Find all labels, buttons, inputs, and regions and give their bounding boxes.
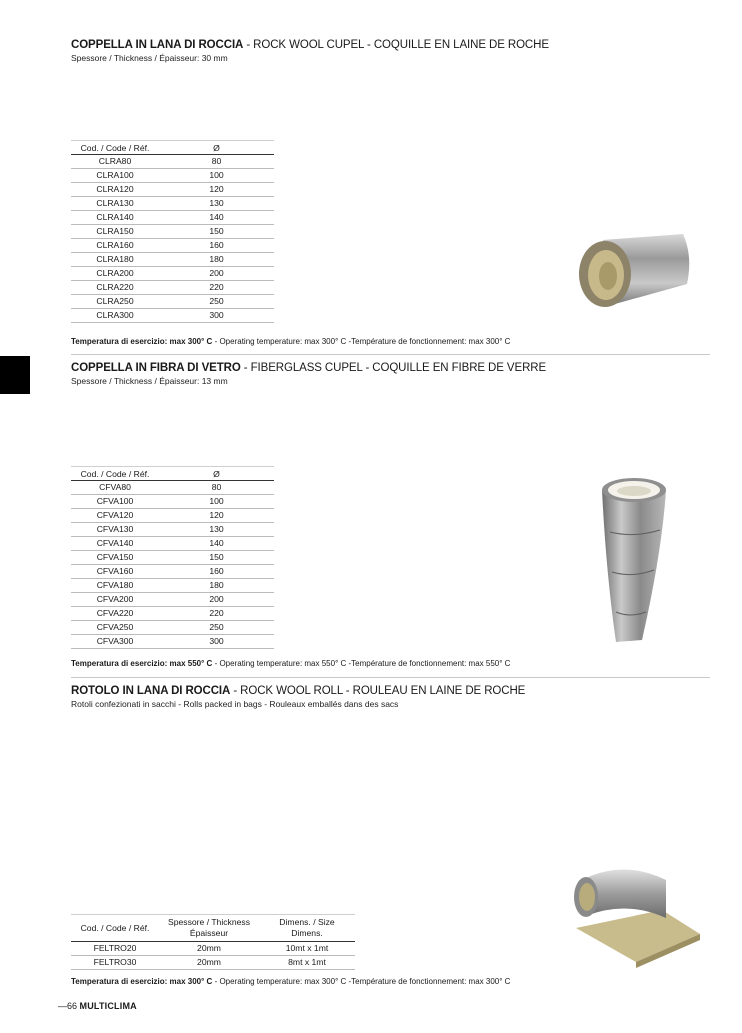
table-header: Cod. / Code / Réf. [71, 141, 159, 155]
table-row [71, 183, 274, 197]
table-cell: 180 [159, 579, 274, 593]
table-cell: CLRA140 [71, 211, 159, 225]
table-cell: CFVA80 [71, 481, 159, 495]
rock-wool-cupel-image [575, 226, 695, 310]
table-row [71, 579, 274, 593]
section1-temp-bold: Temperatura di esercizio: max 300° C [71, 337, 213, 346]
table-cell: CFVA200 [71, 593, 159, 607]
table-cell: CLRA300 [71, 309, 159, 323]
table-cell: 220 [159, 281, 274, 295]
table-row [71, 309, 274, 323]
table-header: Dimens. / Size Dimens. [259, 915, 355, 942]
table-cell: CFVA100 [71, 495, 159, 509]
section2-title-rest: - FIBERGLASS CUPEL - COQUILLE EN FIBRE DE VERRE [240, 362, 547, 374]
table-row [71, 537, 274, 551]
table-row [71, 523, 274, 537]
table-row [71, 239, 274, 253]
table-row [71, 481, 274, 495]
section2-temperature [71, 659, 510, 668]
table-row [71, 956, 355, 970]
table-cell: 120 [159, 183, 274, 197]
table-cell: CLRA100 [71, 169, 159, 183]
section2-temp-bold: Temperatura di esercizio: max 550° C [71, 659, 213, 668]
section1-temperature [71, 337, 510, 346]
divider [71, 677, 710, 678]
table-cell: 140 [159, 211, 274, 225]
table-cell: 300 [159, 635, 274, 649]
table-cell: CFVA180 [71, 579, 159, 593]
table-row [71, 225, 274, 239]
section1-title-rest: - ROCK WOOL CUPEL - COQUILLE EN LAINE DE ROCHE [243, 39, 549, 51]
table-cell: 130 [159, 523, 274, 537]
table-row [71, 267, 274, 281]
section3-title [71, 685, 525, 697]
section2-temp-rest: - Operating temperature: max 550° C -Température de fonctionnement: max 550° C [212, 659, 511, 668]
section1-title-bold: COPPELLA IN LANA DI ROCCIA [71, 39, 244, 51]
table-cell: FELTRO30 [71, 956, 159, 970]
table-cell: CFVA300 [71, 635, 159, 649]
divider [71, 354, 710, 355]
table-cell: 300 [159, 309, 274, 323]
table-cell: CFVA120 [71, 509, 159, 523]
section3-temp-bold: Temperatura di esercizio: max 300° C [71, 977, 213, 986]
table-cell: 80 [159, 481, 274, 495]
footer-dash: — [58, 1001, 67, 1011]
table-header: Ø [159, 467, 274, 481]
table-cell: CLRA200 [71, 267, 159, 281]
table-row [71, 281, 274, 295]
table-cell: CLRA160 [71, 239, 159, 253]
table-row [71, 621, 274, 635]
section3-temp-rest: - Operating temperature: max 300° C -Température de fonctionnement: max 300° C [212, 977, 511, 986]
section3-table [71, 914, 355, 970]
table-cell: CFVA140 [71, 537, 159, 551]
table-cell: 10mt x 1mt [259, 942, 355, 956]
section3-temperature [71, 977, 510, 986]
table-cell: CLRA250 [71, 295, 159, 309]
table-cell: 200 [159, 267, 274, 281]
brand-name: MULTICLIMA [79, 1001, 137, 1011]
table-cell: 200 [159, 593, 274, 607]
table-cell: CLRA220 [71, 281, 159, 295]
table-cell: 150 [159, 225, 274, 239]
table-cell: 20mm [159, 942, 259, 956]
table-cell: CLRA120 [71, 183, 159, 197]
section2-title [71, 362, 546, 374]
table-cell: CFVA250 [71, 621, 159, 635]
fiberglass-cupel-image [596, 472, 674, 646]
section1-table-body [71, 155, 274, 323]
table-cell: CLRA80 [71, 155, 159, 169]
table-cell: 160 [159, 565, 274, 579]
table-cell: 250 [159, 621, 274, 635]
table-row [71, 593, 274, 607]
table-cell: CLRA180 [71, 253, 159, 267]
section3-title-rest: - ROCK WOOL ROLL - ROULEAU EN LAINE DE ROCHE [230, 685, 526, 697]
table-header: Cod. / Code / Réf. [71, 467, 159, 481]
table-cell: 250 [159, 295, 274, 309]
table-cell: CLRA130 [71, 197, 159, 211]
table-cell: 140 [159, 537, 274, 551]
section2-table [71, 466, 274, 649]
table-cell: 80 [159, 155, 274, 169]
table-row [71, 635, 274, 649]
table-cell: CLRA150 [71, 225, 159, 239]
section1-temp-rest: - Operating temperature: max 300° C -Température de fonctionnement: max 300° C [212, 337, 511, 346]
table-header: Cod. / Code / Réf. [71, 915, 159, 942]
table-cell: 160 [159, 239, 274, 253]
table-row [71, 295, 274, 309]
table-header: Spessore / Thickness Épaisseur [159, 915, 259, 942]
table-cell: 100 [159, 495, 274, 509]
table-cell: 100 [159, 169, 274, 183]
table-row [71, 211, 274, 225]
table-header: Ø [159, 141, 274, 155]
table-cell: 120 [159, 509, 274, 523]
section2-subtitle: Spessore / Thickness / Épaisseur: 13 mm [71, 376, 228, 386]
section2-table-body [71, 481, 274, 649]
section1-subtitle: Spessore / Thickness / Épaisseur: 30 mm [71, 53, 228, 63]
table-cell: 150 [159, 551, 274, 565]
table-row [71, 607, 274, 621]
section1-title [71, 39, 549, 51]
rock-wool-roll-image [566, 858, 702, 968]
page-number: 66 [67, 1001, 78, 1011]
table-cell: CFVA160 [71, 565, 159, 579]
table-row [71, 509, 274, 523]
table-cell: FELTRO20 [71, 942, 159, 956]
table-cell: CFVA150 [71, 551, 159, 565]
section1-table [71, 140, 274, 323]
table-row [71, 942, 355, 956]
table-cell: 20mm [159, 956, 259, 970]
table-row [71, 155, 274, 169]
section3-table-body [71, 942, 355, 970]
table-row [71, 169, 274, 183]
table-cell: 220 [159, 607, 274, 621]
table-row [71, 197, 274, 211]
table-row [71, 495, 274, 509]
section-tab-marker [0, 356, 30, 394]
table-row [71, 565, 274, 579]
table-cell: 130 [159, 197, 274, 211]
table-cell: 8mt x 1mt [259, 956, 355, 970]
table-cell: 180 [159, 253, 274, 267]
table-cell: CFVA220 [71, 607, 159, 621]
table-cell: CFVA130 [71, 523, 159, 537]
section2-title-bold: COPPELLA IN FIBRA DI VETRO [71, 362, 241, 374]
page-footer [58, 1001, 137, 1011]
table-row [71, 253, 274, 267]
section3-title-bold: ROTOLO IN LANA DI ROCCIA [71, 685, 231, 697]
section3-subtitle: Rotoli confezionati in sacchi - Rolls packed in bags - Rouleaux emballés dans des sacs [71, 699, 399, 709]
table-row [71, 551, 274, 565]
